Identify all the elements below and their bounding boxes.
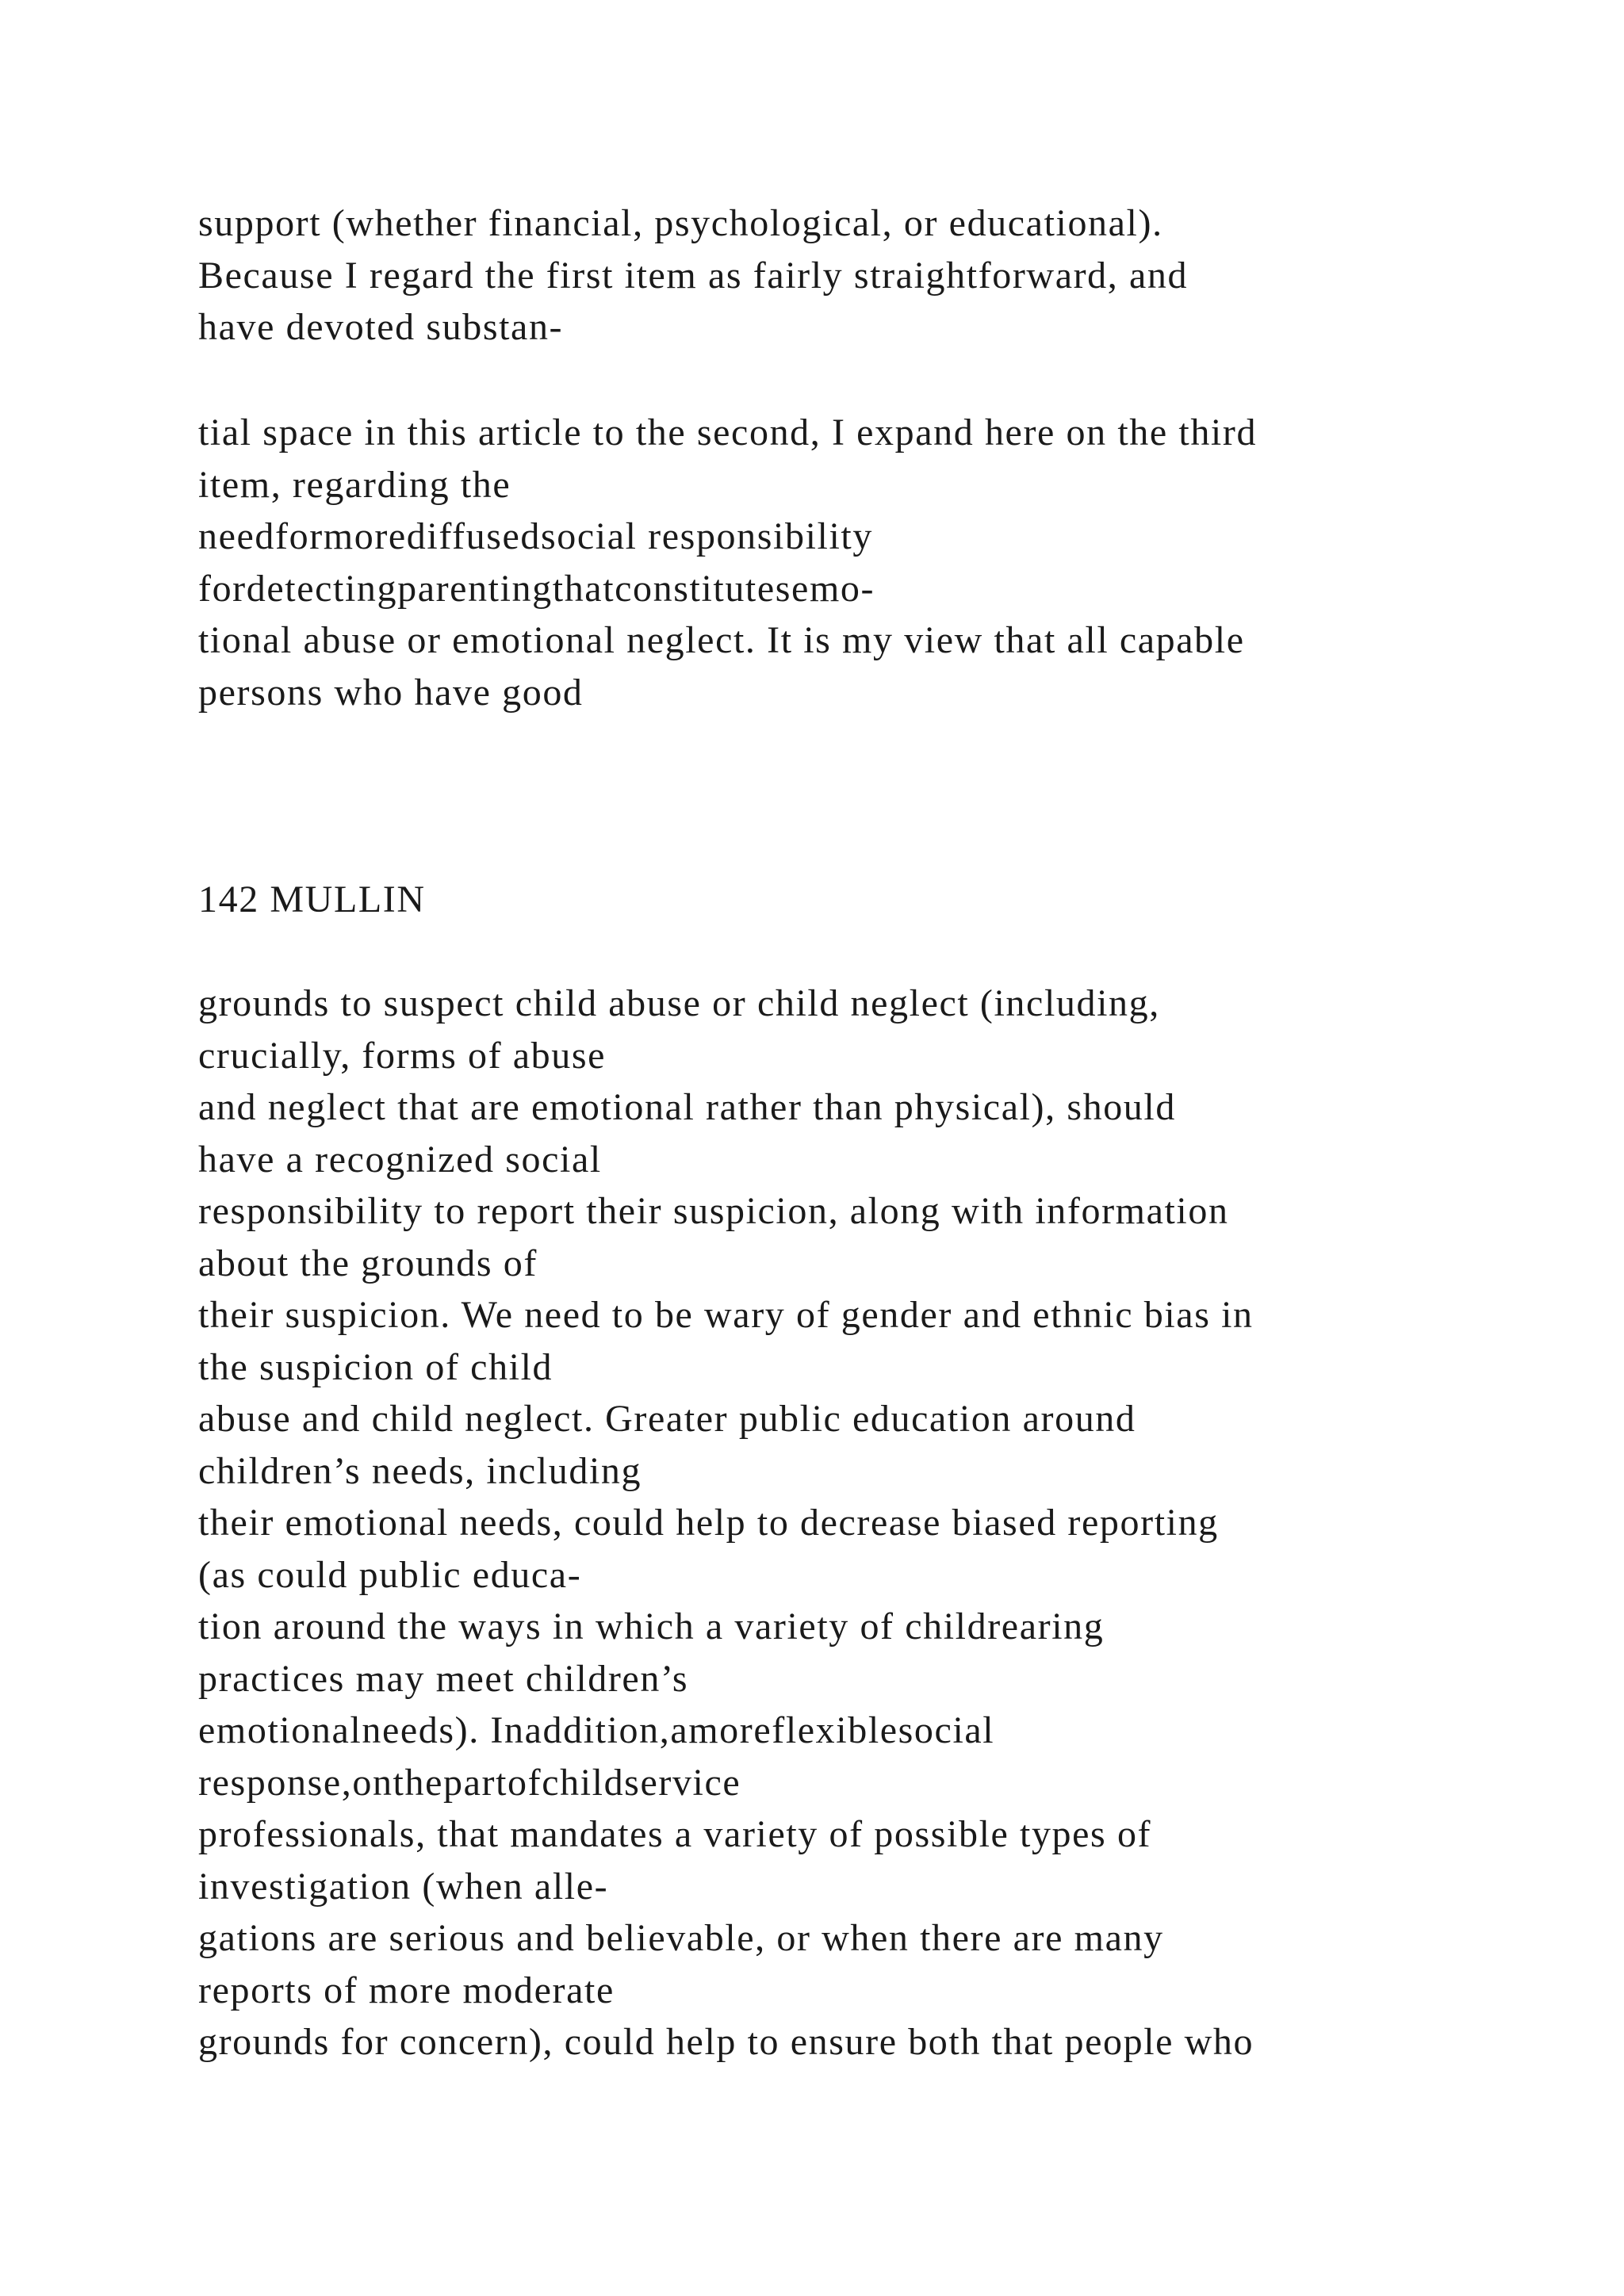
text-line: fordetectingparentingthatconstitutesemo-: [198, 567, 875, 610]
paragraph-1: [198, 197, 1546, 354]
text-line: investigation (when alle-: [198, 1865, 609, 1908]
text-line: gations are serious and believable, or when there are many: [198, 1917, 1164, 1959]
text-line: the suspicion of child: [198, 1345, 553, 1388]
text-line: grounds to suspect child abuse or child neglect (including,: [198, 982, 1160, 1024]
text-line: persons who have good: [198, 671, 584, 714]
running-header: [198, 874, 1546, 926]
text-line: practices may meet children’s: [198, 1657, 689, 1700]
text-line: professionals, that mandates a variety of possible types of: [198, 1813, 1152, 1855]
text-line: tion around the ways in which a variety of childrearing: [198, 1605, 1105, 1647]
paragraph-3: [198, 978, 1546, 2068]
text-line: Because I regard the first item as fairly straightforward, and: [198, 254, 1189, 297]
text-line: response,onthepartofchildservice: [198, 1761, 741, 1804]
text-line: needformorediffusedsocial responsibility: [198, 515, 873, 557]
text-line: have devoted substan-: [198, 306, 564, 348]
text-line: grounds for concern), could help to ensure both that people who: [198, 2021, 1254, 2063]
text-line: tional abuse or emotional neglect. It is my view that all capable: [198, 619, 1245, 661]
page-number-author: 142 MULLIN: [198, 878, 426, 920]
text-line: reports of more moderate: [198, 1969, 615, 2011]
text-line: and neglect that are emotional rather than physical), should: [198, 1086, 1176, 1128]
text-line: emotionalneeds). Inaddition,amoreflexiblesocial: [198, 1709, 995, 1751]
text-line: crucially, forms of abuse: [198, 1034, 607, 1077]
text-line: abuse and child neglect. Greater public education around: [198, 1398, 1136, 1440]
text-line: children’s needs, including: [198, 1449, 642, 1492]
paragraph-2: [198, 407, 1546, 718]
text-line: support (whether financial, psychological, or educational).: [198, 202, 1163, 244]
text-line: their emotional needs, could help to decrease biased reporting: [198, 1502, 1219, 1544]
text-line: their suspicion. We need to be wary of gender and ethnic bias in: [198, 1294, 1254, 1336]
text-line: tial space in this article to the second, I expand here on the third: [198, 411, 1258, 453]
text-line: (as could public educa-: [198, 1553, 582, 1596]
text-line: responsibility to report their suspicion, along with information: [198, 1190, 1229, 1232]
text-line: item, regarding the: [198, 463, 511, 506]
text-line: about the grounds of: [198, 1242, 538, 1284]
text-line: have a recognized social: [198, 1138, 602, 1181]
